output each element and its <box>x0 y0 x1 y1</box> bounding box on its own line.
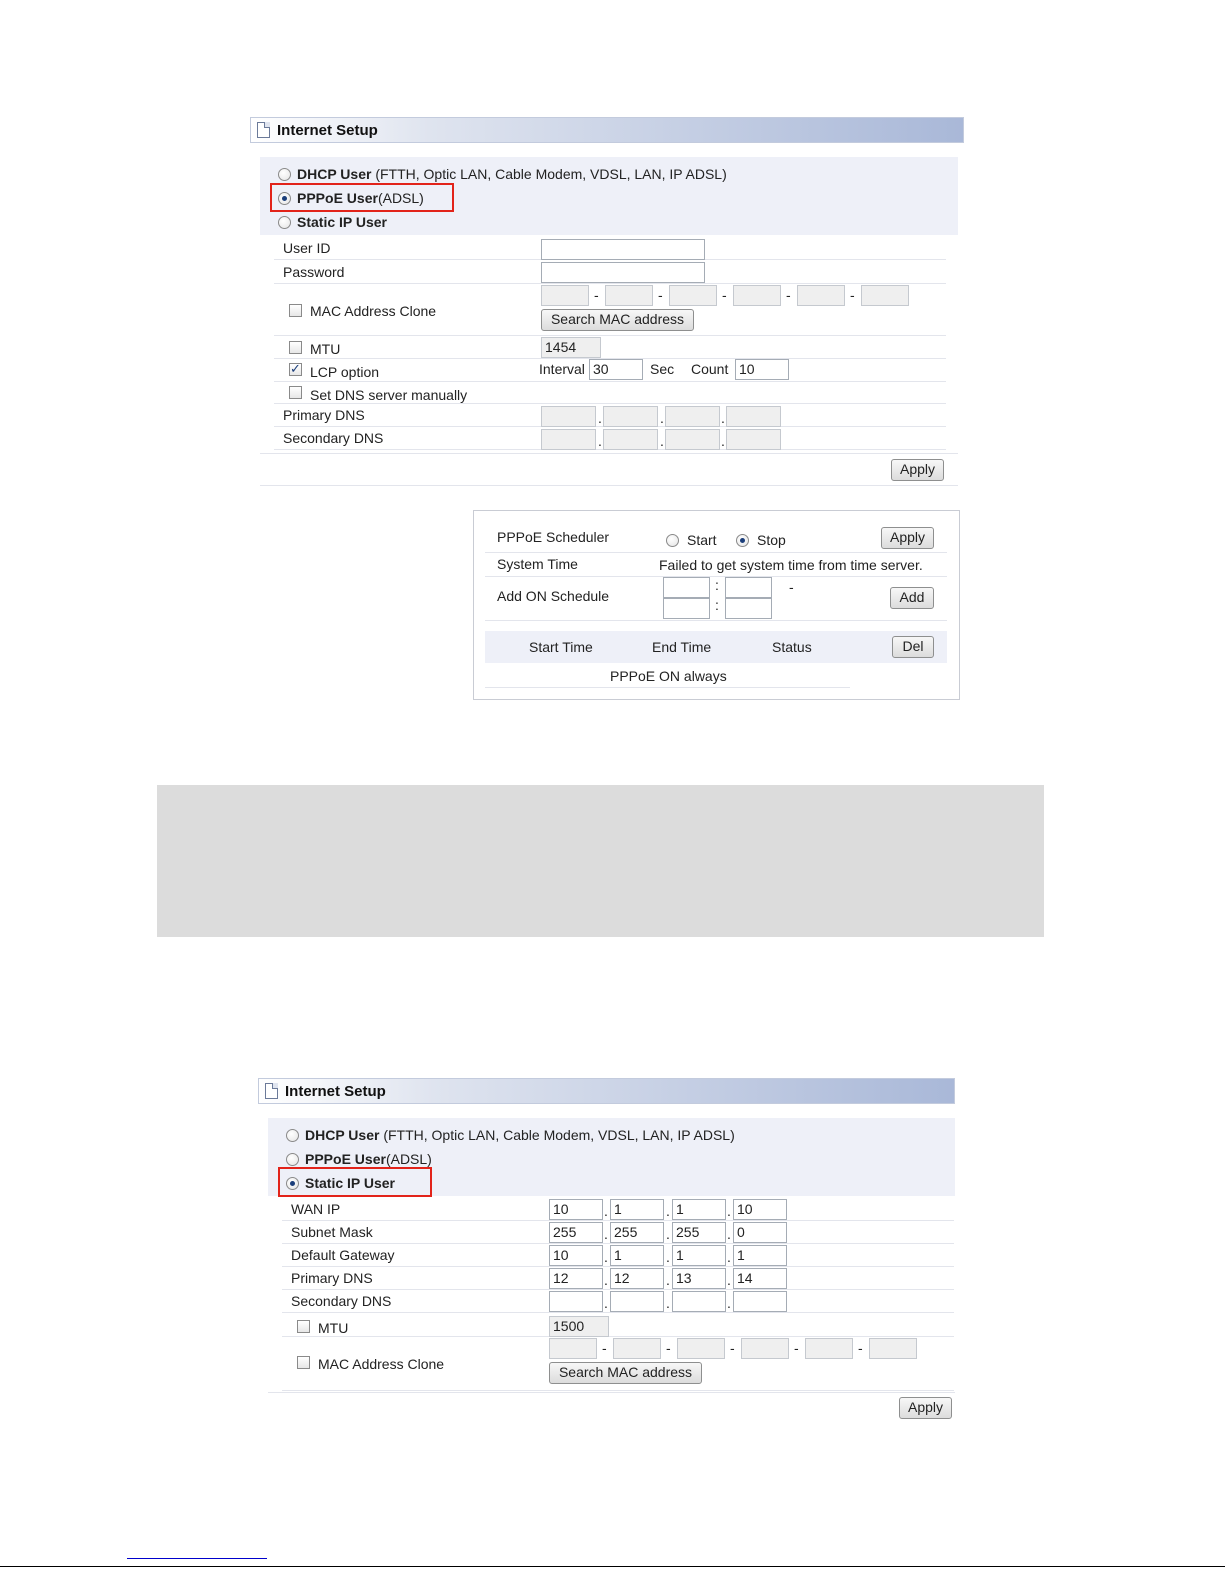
mac-separator: - <box>786 287 791 303</box>
subnet-octet-1[interactable]: 255 <box>549 1222 603 1243</box>
document-icon <box>265 1083 278 1099</box>
mac-clone-checkbox[interactable] <box>289 304 302 317</box>
ip-dot: . <box>660 433 664 449</box>
ip-dot: . <box>604 1203 608 1219</box>
mac-field-3[interactable] <box>677 1338 725 1359</box>
dhcp-user-label: DHCP User <box>297 166 372 182</box>
secondary-dns-octet-1[interactable] <box>541 429 596 450</box>
mac-separator: - <box>730 1340 735 1356</box>
wan-ip-octet-4[interactable]: 10 <box>733 1199 787 1220</box>
mac-field-4[interactable] <box>733 285 781 306</box>
system-time-value: Failed to get system time from time server. <box>659 557 923 573</box>
dhcp-user-desc: (FTTH, Optic LAN, Cable Modem, VDSL, LAN, IP ADSL) <box>371 166 727 182</box>
set-dns-checkbox[interactable] <box>289 386 302 399</box>
subnet-mask-label: Subnet Mask <box>291 1224 373 1240</box>
start-hour-input[interactable] <box>663 577 710 598</box>
panel-title: Internet Setup <box>277 122 378 139</box>
secondary-dns-label: Secondary DNS <box>291 1293 392 1309</box>
mac-field-2[interactable] <box>613 1338 661 1359</box>
ip-dot: . <box>660 410 664 426</box>
pppoe-user-desc: (ADSL) <box>377 190 424 206</box>
mac-field-1[interactable] <box>549 1338 597 1359</box>
panel-header <box>258 1078 955 1104</box>
time-colon: : <box>715 597 719 613</box>
mac-separator: - <box>594 287 599 303</box>
footer-rule <box>0 1566 1225 1567</box>
mac-field-5[interactable] <box>797 285 845 306</box>
gray-placeholder-block <box>157 785 1044 937</box>
start-minute-input[interactable] <box>725 577 772 598</box>
document-icon <box>257 122 270 138</box>
subnet-octet-3[interactable]: 255 <box>672 1222 726 1243</box>
pppoe-user-desc: (ADSL) <box>385 1151 432 1167</box>
end-minute-input[interactable] <box>725 598 772 619</box>
status-column: Status <box>772 639 812 655</box>
count-label: Count <box>691 361 729 377</box>
system-time-label: System Time <box>497 556 578 572</box>
mac-field-6[interactable] <box>861 285 909 306</box>
gateway-octet-1[interactable]: 10 <box>549 1245 603 1266</box>
mac-separator: - <box>666 1340 671 1356</box>
dhcp-user-desc: (FTTH, Optic LAN, Cable Modem, VDSL, LAN, IP ADSL) <box>379 1127 735 1143</box>
start-label: Start <box>687 532 717 548</box>
search-mac-button[interactable]: Search MAC address <box>541 309 694 331</box>
primary-dns-octet-2[interactable] <box>603 406 658 427</box>
ip-dot: . <box>666 1272 670 1288</box>
secondary-dns-octet-3[interactable] <box>665 429 720 450</box>
wan-ip-octet-1[interactable]: 10 <box>549 1199 603 1220</box>
mtu-checkbox[interactable] <box>289 341 302 354</box>
ip-dot: . <box>721 433 725 449</box>
ip-dot: . <box>727 1249 731 1265</box>
primary-dns-octet-1[interactable]: 12 <box>549 1268 603 1289</box>
ip-dot: . <box>604 1249 608 1265</box>
ip-dot: . <box>727 1272 731 1288</box>
static-radio[interactable] <box>278 216 291 229</box>
secondary-dns-octet-1[interactable] <box>549 1291 603 1312</box>
divider <box>268 1392 955 1393</box>
range-dash: - <box>789 579 794 595</box>
lcp-checkbox[interactable] <box>289 363 302 376</box>
primary-dns-octet-3[interactable]: 13 <box>672 1268 726 1289</box>
ip-dot: . <box>598 410 602 426</box>
ip-dot: . <box>666 1226 670 1242</box>
mode-option-dhcp[interactable] <box>278 163 727 185</box>
selection-highlight <box>270 183 454 212</box>
wan-ip-octet-2[interactable]: 1 <box>610 1199 664 1220</box>
count-input[interactable]: 10 <box>735 359 789 380</box>
primary-dns-octet-1[interactable] <box>541 406 596 427</box>
mac-clone-checkbox[interactable] <box>297 1356 310 1369</box>
mtu-checkbox[interactable] <box>297 1320 310 1333</box>
set-dns-label: Set DNS server manually <box>310 387 468 403</box>
pppoe-scheduler-label: PPPoE Scheduler <box>497 529 610 545</box>
primary-dns-label: Primary DNS <box>283 407 365 423</box>
user-id-input[interactable] <box>541 239 705 260</box>
primary-dns-octet-2[interactable]: 12 <box>610 1268 664 1289</box>
primary-dns-octet-3[interactable] <box>665 406 720 427</box>
end-hour-input[interactable] <box>663 598 710 619</box>
mac-clone-label: MAC Address Clone <box>318 1356 445 1372</box>
lcp-label: LCP option <box>310 364 380 380</box>
ip-dot: . <box>666 1249 670 1265</box>
static-user-label: Static IP User <box>297 214 388 230</box>
mac-field-2[interactable] <box>605 285 653 306</box>
mac-separator: - <box>602 1340 607 1356</box>
gateway-octet-2[interactable]: 1 <box>610 1245 664 1266</box>
mac-separator: - <box>658 287 663 303</box>
secondary-dns-octet-3[interactable] <box>672 1291 726 1312</box>
mtu-row <box>282 1314 954 1337</box>
password-input[interactable] <box>541 262 705 283</box>
set-dns-row <box>274 382 946 404</box>
mac-separator: - <box>850 287 855 303</box>
ip-dot: . <box>666 1295 670 1311</box>
secondary-dns-octet-4[interactable] <box>733 1291 787 1312</box>
mac-separator: - <box>722 287 727 303</box>
stop-label: Stop <box>757 532 786 548</box>
password-label: Password <box>283 264 345 280</box>
ip-dot: . <box>604 1295 608 1311</box>
secondary-dns-label: Secondary DNS <box>283 430 384 446</box>
ip-dot: . <box>666 1203 670 1219</box>
subnet-octet-2[interactable]: 255 <box>610 1222 664 1243</box>
primary-dns-octet-4[interactable] <box>726 406 781 427</box>
ip-dot: . <box>727 1203 731 1219</box>
pppoe-user-label: PPPoE User <box>297 190 378 206</box>
start-option[interactable] <box>666 529 717 551</box>
wan-ip-octet-3[interactable]: 1 <box>672 1199 726 1220</box>
divider <box>485 687 850 688</box>
ip-dot: . <box>604 1272 608 1288</box>
scheduler-panel <box>473 510 960 700</box>
time-colon: : <box>715 577 719 593</box>
mac-separator: - <box>858 1340 863 1356</box>
mtu-input[interactable]: 1500 <box>549 1316 609 1337</box>
mac-separator: - <box>794 1340 799 1356</box>
mac-field-5[interactable] <box>805 1338 853 1359</box>
dhcp-radio[interactable] <box>286 1129 299 1142</box>
subnet-octet-4[interactable]: 0 <box>733 1222 787 1243</box>
dhcp-user-label: DHCP User <box>305 1127 380 1143</box>
mode-option-dhcp[interactable] <box>286 1124 735 1146</box>
start-radio[interactable] <box>666 534 679 547</box>
primary-dns-label: Primary DNS <box>291 1270 373 1286</box>
scheduler-apply-button[interactable]: Apply <box>881 527 934 549</box>
static-user-label: Static IP User <box>305 1175 396 1191</box>
mtu-row <box>274 336 946 359</box>
apply-button[interactable]: Apply <box>899 1397 952 1419</box>
mac-field-4[interactable] <box>741 1338 789 1359</box>
mac-field-1[interactable] <box>541 285 589 306</box>
mac-clone-label: MAC Address Clone <box>310 303 437 319</box>
secondary-dns-octet-4[interactable] <box>726 429 781 450</box>
mtu-label: MTU <box>310 341 341 357</box>
mode-option-static[interactable] <box>278 211 387 233</box>
mtu-label: MTU <box>318 1320 349 1336</box>
selection-highlight <box>278 1167 432 1197</box>
start-time-column: Start Time <box>529 639 593 655</box>
ip-dot: . <box>604 1226 608 1242</box>
sec-label: Sec <box>650 361 675 377</box>
gateway-octet-4[interactable]: 1 <box>733 1245 787 1266</box>
stop-option[interactable] <box>736 529 786 551</box>
mac-field-6[interactable] <box>869 1338 917 1359</box>
schedule-table-header <box>485 631 947 663</box>
gateway-octet-3[interactable]: 1 <box>672 1245 726 1266</box>
wan-ip-label: WAN IP <box>291 1201 341 1217</box>
interval-label: Interval <box>539 361 585 377</box>
apply-button[interactable]: Apply <box>891 459 944 481</box>
user-id-label: User ID <box>283 240 331 256</box>
ip-dot: . <box>727 1295 731 1311</box>
panel-header <box>250 117 964 143</box>
secondary-dns-octet-2[interactable] <box>610 1291 664 1312</box>
ip-dot: . <box>727 1226 731 1242</box>
secondary-dns-octet-2[interactable] <box>603 429 658 450</box>
pppoe-user-label: PPPoE User <box>305 1151 386 1167</box>
search-mac-button[interactable]: Search MAC address <box>549 1362 702 1384</box>
ip-dot: . <box>598 433 602 449</box>
default-gateway-label: Default Gateway <box>291 1247 395 1263</box>
stop-radio[interactable] <box>736 534 749 547</box>
primary-dns-octet-4[interactable]: 14 <box>733 1268 787 1289</box>
interval-input[interactable]: 30 <box>589 359 643 380</box>
system-time-row <box>485 553 947 577</box>
panel-title: Internet Setup <box>285 1083 386 1100</box>
footer-link-underline <box>127 1558 267 1559</box>
add-button[interactable]: Add <box>890 587 934 609</box>
divider <box>260 453 958 454</box>
dhcp-radio[interactable] <box>278 168 291 181</box>
mtu-input[interactable]: 1454 <box>541 337 601 358</box>
divider <box>260 485 958 486</box>
end-time-column: End Time <box>652 639 712 655</box>
del-button[interactable]: Del <box>892 636 934 658</box>
mac-field-3[interactable] <box>669 285 717 306</box>
add-on-schedule-label: Add ON Schedule <box>497 588 610 604</box>
ip-dot: . <box>721 410 725 426</box>
pppoe-radio[interactable] <box>286 1153 299 1166</box>
pppoe-always-text: PPPoE ON always <box>610 668 727 684</box>
